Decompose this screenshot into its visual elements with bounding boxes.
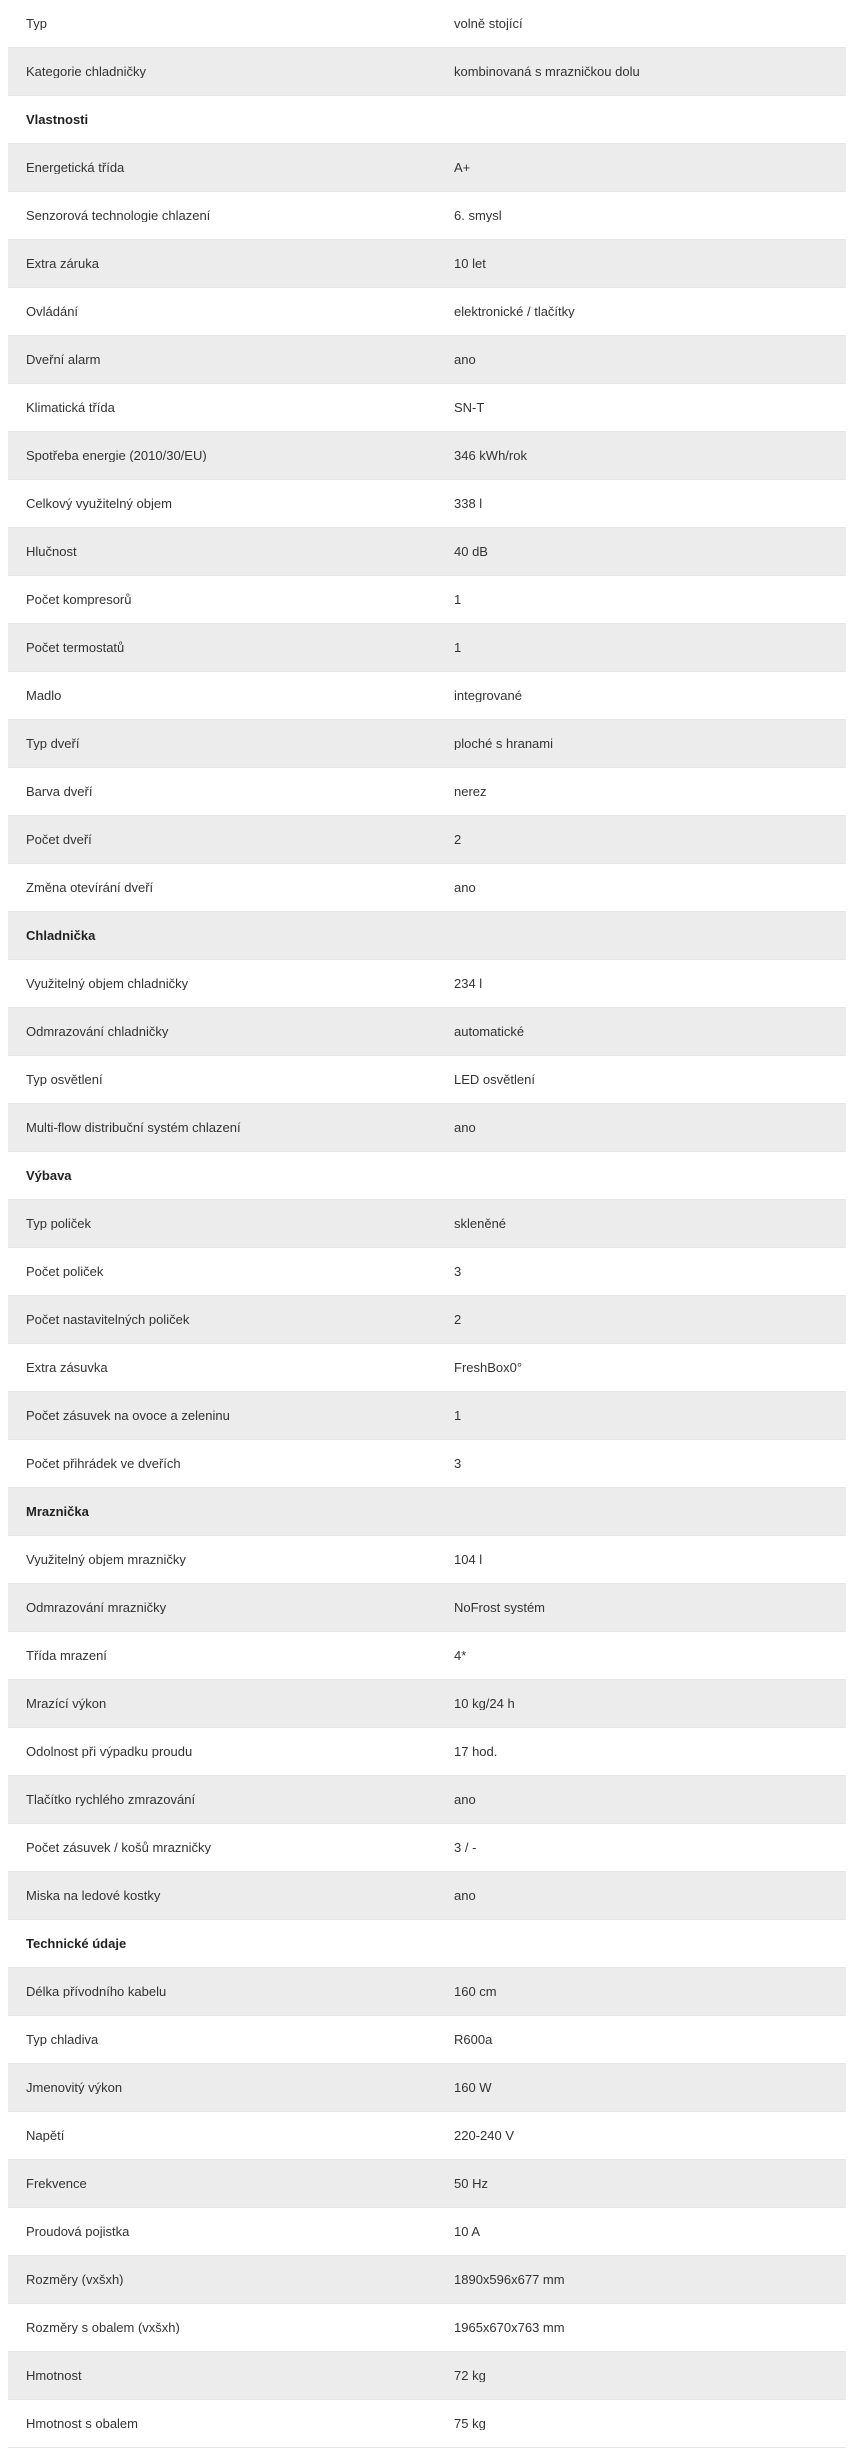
spec-label: Počet dveří [26,833,92,846]
spec-row [8,1728,846,1776]
spec-label: Hmotnost [26,2369,82,2382]
spec-label: Spotřeba energie (2010/30/EU) [26,449,207,462]
spec-row [8,1440,846,1488]
spec-label: Hlučnost [26,545,77,558]
spec-label: Napětí [26,2129,65,2142]
spec-value: 2 [454,833,462,846]
spec-label: Počet zásuvek / košů mrazničky [26,1841,211,1854]
spec-row [8,1296,846,1344]
spec-row [8,960,846,1008]
spec-value: 40 dB [454,545,488,558]
spec-value: 338 l [454,497,483,510]
spec-value: SN-T [454,401,485,414]
spec-value: FreshBox0° [454,1361,523,1374]
spec-row [8,1104,846,1152]
spec-value: 50 Hz [454,2177,488,2190]
spec-label: Tlačítko rychlého zmrazování [26,1793,196,1806]
spec-value: ano [454,1889,476,1902]
spec-label: Změna otevírání dveří [26,881,154,894]
spec-row [8,1392,846,1440]
spec-row [8,1824,846,1872]
spec-value: volně stojící [454,17,523,30]
section-heading: Výbava [26,1169,72,1182]
spec-row [8,288,846,336]
section-heading: Chladnička [26,929,96,942]
spec-value: LED osvětlení [454,1073,535,1086]
spec-value: automatické [454,1025,525,1038]
spec-label: Odmrazování chladničky [26,1025,169,1038]
spec-row [8,2016,846,2064]
spec-label: Ovládání [26,305,79,318]
spec-label: Mrazící výkon [26,1697,107,1710]
spec-label: Rozměry s obalem (vxšxh) [26,2321,180,2334]
spec-label: Extra záruka [26,257,99,270]
spec-row [8,384,846,432]
spec-label: Senzorová technologie chlazení [26,209,211,222]
spec-row [8,720,846,768]
spec-row [8,1968,846,2016]
spec-label: Odolnost při výpadku proudu [26,1745,193,1758]
spec-row [8,336,846,384]
spec-value: skleněné [454,1217,507,1230]
spec-row [8,528,846,576]
spec-value: 1 [454,1409,462,1422]
spec-value: 3 / - [454,1841,477,1854]
spec-row [8,672,846,720]
spec-value: 3 [454,1265,462,1278]
spec-row [8,432,846,480]
spec-row [8,1248,846,1296]
spec-label: Kategorie chladničky [26,65,146,78]
spec-row [8,2208,846,2256]
spec-value: 1890x596x677 mm [454,2273,565,2286]
spec-value: 10 kg/24 h [454,1697,515,1710]
spec-value: 1965x670x763 mm [454,2321,565,2334]
spec-label: Odmrazování mrazničky [26,1601,167,1614]
specification-table [8,0,846,2448]
spec-label: Miska na ledové kostky [26,1889,161,1902]
spec-label: Proudová pojistka [26,2225,130,2238]
spec-row [8,576,846,624]
spec-value: ploché s hranami [454,737,553,750]
spec-value: NoFrost systém [454,1601,546,1614]
spec-label: Počet přihrádek ve dveřích [26,1457,181,1470]
spec-value: nerez [454,785,487,798]
spec-value: 10 A [454,2225,481,2238]
spec-row [8,240,846,288]
spec-row [8,48,846,96]
spec-label: Počet termostatů [26,641,125,654]
section-heading: Vlastnosti [26,113,89,126]
spec-value: ano [454,1793,476,1806]
spec-row [8,1776,846,1824]
spec-label: Hmotnost s obalem [26,2417,138,2430]
spec-value: 160 W [454,2081,492,2094]
spec-row [8,624,846,672]
spec-value: 346 kWh/rok [454,449,527,462]
spec-row [8,480,846,528]
spec-row [8,1344,846,1392]
spec-row [8,1872,846,1920]
spec-label: Třída mrazení [26,1649,107,1662]
spec-label: Typ [26,17,47,30]
spec-row [8,1536,846,1584]
spec-value: 10 let [454,257,486,270]
spec-label: Počet kompresorů [26,593,132,606]
section-heading-row [8,96,846,144]
spec-label: Frekvence [26,2177,87,2190]
spec-label: Typ osvětlení [26,1073,103,1086]
spec-row [8,816,846,864]
spec-label: Dveřní alarm [26,353,101,366]
spec-label: Madlo [26,689,62,702]
spec-value: 3 [454,1457,462,1470]
spec-label: Extra zásuvka [26,1361,108,1374]
spec-row [8,2400,846,2448]
spec-value: ano [454,1121,476,1134]
spec-row [8,1008,846,1056]
spec-value: 75 kg [454,2417,486,2430]
spec-row [8,1680,846,1728]
spec-label: Počet poliček [26,1265,104,1278]
section-heading-row [8,912,846,960]
spec-value: 220-240 V [454,2129,514,2142]
section-heading: Mraznička [26,1505,89,1518]
spec-value: 2 [454,1313,462,1326]
spec-value: kombinovaná s mrazničkou dolu [454,65,640,78]
spec-value: 1 [454,641,462,654]
spec-value: A+ [454,161,471,174]
spec-label: Klimatická třída [26,401,115,414]
spec-row [8,2304,846,2352]
spec-value: 1 [454,593,462,606]
spec-row [8,1584,846,1632]
spec-row [8,1056,846,1104]
spec-value: elektronické / tlačítky [454,305,575,318]
spec-row [8,2064,846,2112]
spec-label: Délka přívodního kabelu [26,1985,167,1998]
spec-value: integrované [454,689,522,702]
spec-value: 72 kg [454,2369,486,2382]
spec-value: 4* [454,1649,467,1662]
spec-value: 104 l [454,1553,483,1566]
spec-label: Barva dveří [26,785,93,798]
spec-row [8,1200,846,1248]
section-heading-row [8,1488,846,1536]
spec-value: ano [454,353,476,366]
spec-label: Energetická třída [26,161,125,174]
spec-row [8,1632,846,1680]
spec-value: R600a [454,2033,493,2046]
spec-label: Počet zásuvek na ovoce a zeleninu [26,1409,230,1422]
spec-row [8,2112,846,2160]
spec-row [8,192,846,240]
spec-row [8,768,846,816]
spec-value: 234 l [454,977,483,990]
spec-label: Rozměry (vxšxh) [26,2273,124,2286]
spec-label: Multi-flow distribuční systém chlazení [26,1121,241,1134]
spec-row [8,2256,846,2304]
spec-value: 17 hod. [454,1745,498,1758]
spec-value: 6. smysl [454,209,502,222]
spec-label: Využitelný objem mrazničky [26,1553,186,1566]
spec-label: Využitelný objem chladničky [26,977,189,990]
spec-value: 160 cm [454,1985,497,1998]
section-heading-row [8,1152,846,1200]
spec-label: Typ poliček [26,1217,92,1230]
spec-value: ano [454,881,476,894]
spec-label: Typ chladiva [26,2033,99,2046]
spec-label: Jmenovitý výkon [26,2081,123,2094]
spec-label: Celkový využitelný objem [26,497,172,510]
spec-row [8,144,846,192]
spec-label: Počet nastavitelných poliček [26,1313,190,1326]
section-heading-row [8,1920,846,1968]
section-heading: Technické údaje [26,1937,127,1950]
spec-label: Typ dveří [26,737,80,750]
spec-row [8,2160,846,2208]
spec-row [8,0,846,48]
spec-row [8,864,846,912]
